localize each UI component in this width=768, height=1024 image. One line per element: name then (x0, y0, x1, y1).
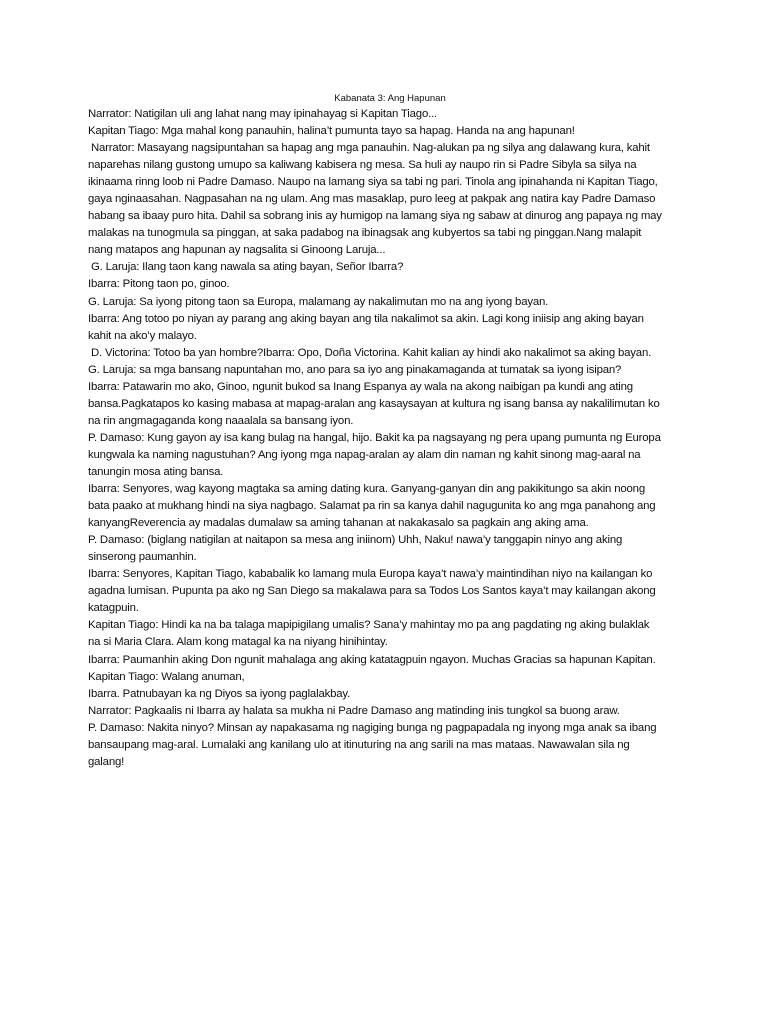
text-line: bansaupang mag-aral. Lumalaki ang kanilang ulo at itinuturing na ang sarili na mas mataas. Nawawalan sila ng (88, 738, 630, 751)
text-line: tanungin mosa ating bansa. (88, 465, 224, 478)
text-line: Narrator: Pagkaalis ni Ibarra ay halata sa mukha ni Padre Damaso ang matinding inis tungkol sa buong araw. (88, 704, 620, 717)
text-line: habang sa ibaay puro hita. Dahil sa sobrang inis ay humigop na lamang siya ng sabaw at dinurog ang papaya ng may (88, 210, 662, 223)
text-line: P. Damaso: (biglang natigilan at naitapon sa mesa ang iniinom) Uhh, Naku! nawa’y tanggapin ninyo ang aking (88, 534, 623, 547)
text-line: P. Damaso: Nakita ninyo? Minsan ay napakasama ng nagiging bunga ng pagpapadala ng inyong mga anak sa ibang (88, 721, 657, 734)
text-line: G. Laruja: Ilang taon kang nawala sa ating bayan, Señor Ibarra? (88, 261, 404, 274)
text-line: sinserong paumanhin. (88, 551, 197, 564)
text-line: na si Maria Clara. Alam kong matagal ka na niyang hinihintay. (88, 636, 388, 649)
text-line: Ibarra: Senyores, Kapitan Tiago, kababalik ko lamang mula Europa kaya’t nawa’y maintindihan niyo na kailangan ko (88, 568, 653, 581)
text-line: bata paako at mukhang hindi na siya nagbago. Salamat pa rin sa kanya dahil nagugunita ko ang mga panahong ang (88, 500, 656, 513)
text-line: Kapitan Tiago: Walang anuman, (88, 670, 245, 683)
text-line: agadna lumisan. Pupunta pa ako ng San Diego sa makalawa para sa Todos Los Santos kaya’t may kailangan akong (88, 585, 656, 598)
text-line: nang matapos ang hapunan ay nagsalita si Ginoong Laruja... (88, 244, 386, 257)
text-line: Kapitan Tiago: Hindi ka na ba talaga mapipigilang umalis? Sana’y mahintay mo pa ang pagdating ng aking bulaklak (88, 619, 650, 632)
text-line: kahit na ako’y malayo. (88, 329, 197, 342)
text-line: Ibarra: Senyores, wag kayong magtaka sa aming dating kura. Ganyang-ganyan din ang pakikitungo sa akin noong (88, 483, 645, 496)
document-title: Kabanata 3: Ang Hapunan (334, 93, 446, 104)
text-line: naparehas nilang gustong umupo sa kaliwang kabisera ng mesa. Sa huli ay naupo rin si Padre Sibyla sa silya na (88, 159, 637, 172)
text-line: Kapitan Tiago: Mga mahal kong panauhin, halina’t pumunta tayo sa hapag. Handa na ang hapunan! (88, 125, 575, 138)
text-line: kungwala ka naming nagustuhan? Ang iyong mga napag-aralan ay alam din naman ng kahit sinong mag-aaral na (88, 448, 641, 461)
text-line: Ibarra: Paumanhin aking Don ngunit mahalaga ang aking katatagpuin ngayon. Muchas Gracias sa hapunan Kapitan. (88, 653, 656, 666)
text-line: Narrator: Natigilan uli ang lahat nang may ipinahayag si Kapitan Tiago... (88, 108, 438, 120)
text-line: D. Victorina: Totoo ba yan hombre?Ibarra: Opo, Doña Victorina. Kahit kalian ay hindi ako nakalimot sa aking bayan. (88, 346, 652, 359)
document-body (88, 106, 688, 771)
text-line: malakas na tunogmula sa pinggan, at saka padabog na ibinagsak ang kubyertos sa tabi ng pinggan.Nang malapit (88, 227, 642, 240)
text-line: G. Laruja: sa mga bansang napuntahan mo, ano para sa iyo ang pinakamaganda at tumatak sa iyong isipan? (88, 363, 622, 376)
text-line: bansa.Pagkatapos ko kasing mabasa at mapag-aralan ang kasaysayan at kultura ng isang bansa ay nakalilimutan ko (88, 397, 660, 410)
text-line: G. Laruja: Sa iyong pitong taon sa Europa, malamang ay nakalimutan mo na ang iyong bayan. (88, 295, 549, 308)
text-line: galang! (88, 755, 125, 768)
text-line: kanyangReverencia ay madalas dumalaw sa aming tahanan at nakakasalo sa pagkain ang aking ama. (88, 517, 589, 530)
text-line: Narrator: Masayang nagsipuntahan sa hapag ang mga panauhin. Nag-alukan pa ng silya ang dalawang kura, kahit (88, 142, 650, 155)
document-page (88, 92, 688, 771)
text-line: P. Damaso: Kung gayon ay isa kang bulag na hangal, hijo. Bakit ka pa nagsayang ng pera upang pumunta ng Europa (88, 431, 661, 444)
text-line: Ibarra: Pitong taon po, ginoo. (88, 278, 230, 291)
text-line: na rin angmagaganda kong naaalala sa bansang iyon. (88, 414, 354, 427)
text-line: Ibarra. Patnubayan ka ng Diyos sa iyong paglalakbay. (88, 687, 351, 700)
text-line: katagpuin. (88, 602, 139, 615)
text-line: Ibarra: Ang totoo po niyan ay parang ang aking bayan ang tila nakalimot sa akin. Lagi kong iniisip ang aking bayan (88, 312, 644, 325)
text-line: Ibarra: Patawarin mo ako, Ginoo, ngunit bukod sa Inang Espanya ay wala na akong naibigan pa kundi ang ating (88, 380, 633, 393)
text-line: gaya nginaasahan. Nagpasahan na ng ulam. Ang mas masaklap, puro leeg at pakpak ang natira kay Padre Damaso (88, 193, 656, 206)
text-line: ikinaama rinng loob ni Padre Damaso. Naupo na lamang siya sa tabi ng pari. Tinola ang ipinahanda ni Kapitan Tiago, (88, 176, 658, 189)
